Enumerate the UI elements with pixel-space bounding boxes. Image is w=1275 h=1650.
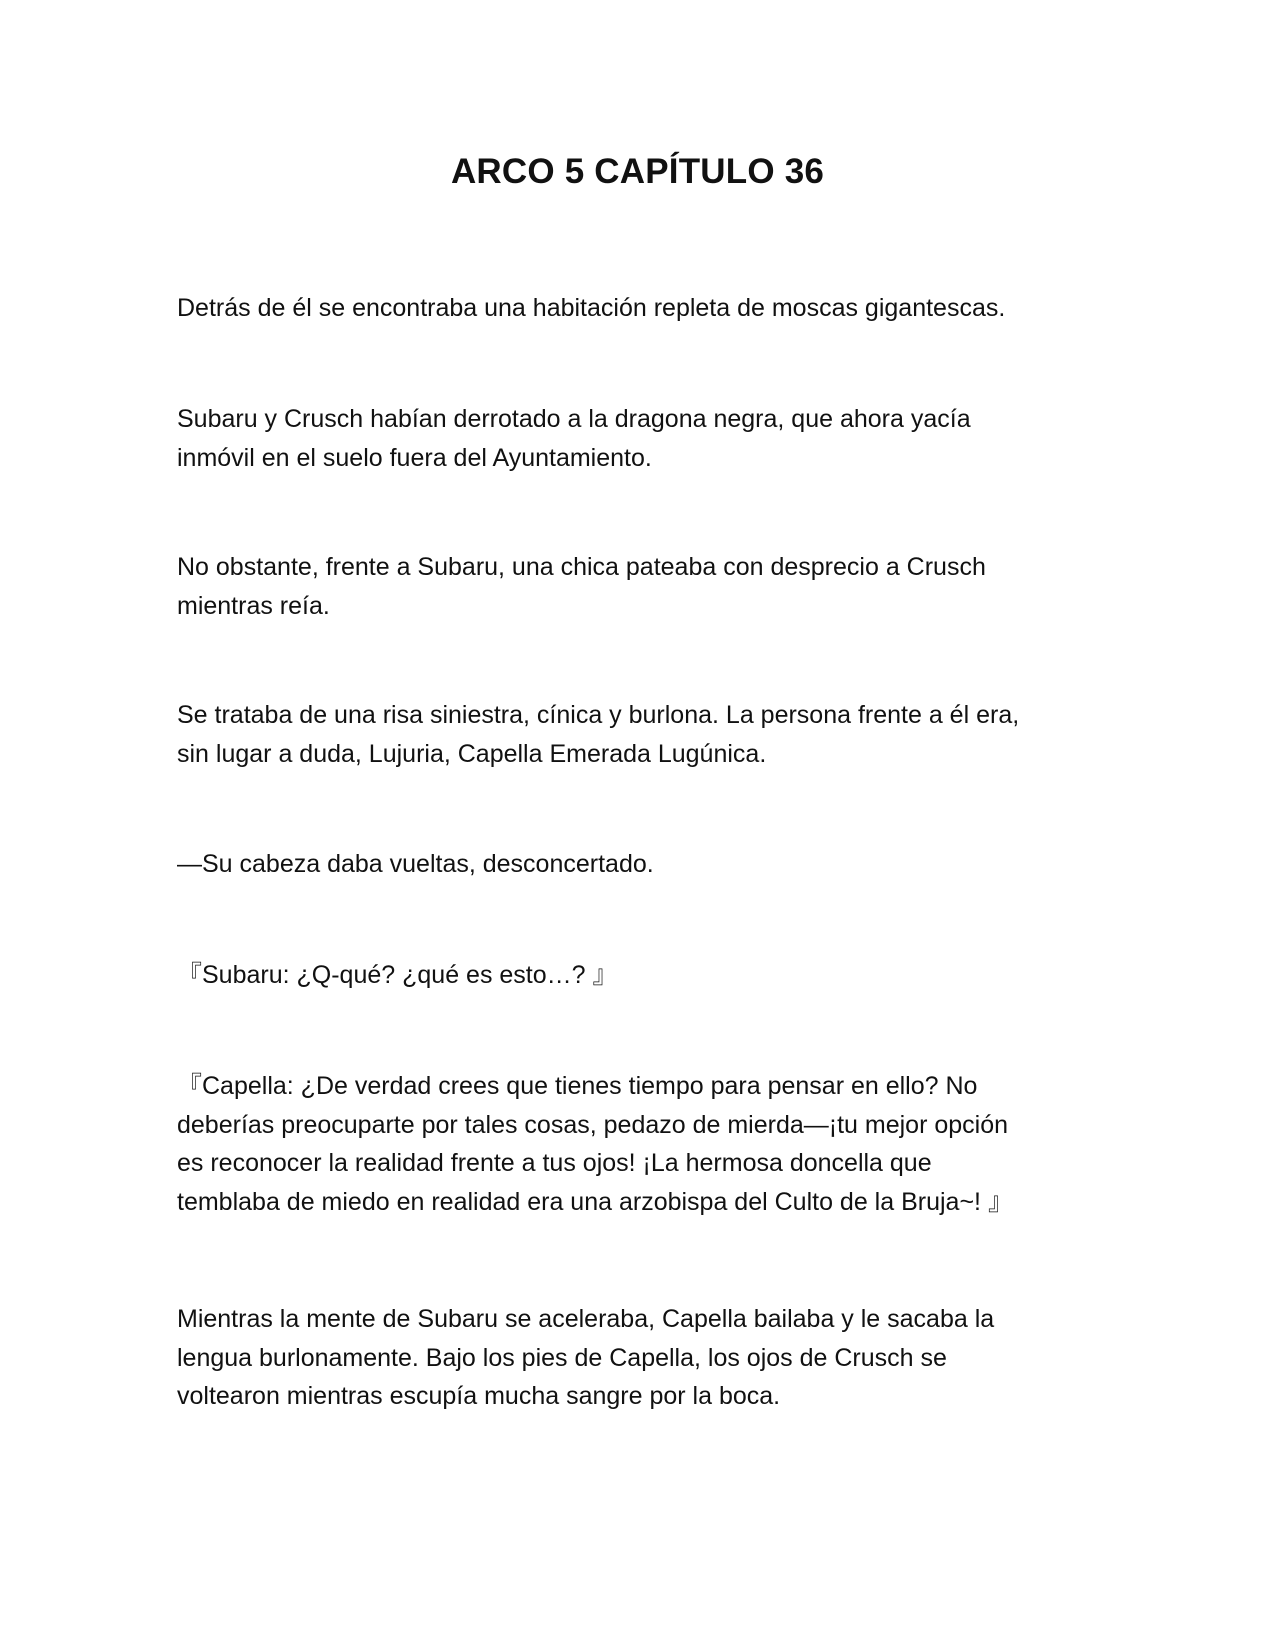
dialogue-capella: 『Capella: ¿De verdad crees que tienes tiempo para pensar en ello? No deberías preocuparte por tales cosas, pedazo de mierda—¡tu mejor opción es reconocer la realidad frente a tus ojos! ¡La hermosa doncella que temblaba de miedo en realidad era una arzobispa del Culto de la Bruja~! 』 — [177, 1072, 1013, 1216]
dialogue-subaru: 『Subaru: ¿Q-qué? ¿qué es esto…? 』 — [177, 961, 618, 989]
paragraph-3: No obstante, frente a Subaru, una chica pateaba con desprecio a Crusch mientras reía. — [177, 553, 986, 620]
paragraph-2: Subaru y Crusch habían derrotado a la dragona negra, que ahora yacía inmóvil en el suelo fuera del Ayuntamiento. — [177, 405, 971, 472]
paragraph-1: Detrás de él se encontraba una habitación repleta de moscas gigantescas. — [177, 294, 1006, 322]
paragraph-4: Se trataba de una risa siniestra, cínica y burlona. La persona frente a él era, sin lugar a duda, Lujuria, Capella Emerada Lugúnica. — [177, 701, 1020, 768]
paragraph-8: Mientras la mente de Subaru se aceleraba, Capella bailaba y le sacaba la lengua burlonamente. Bajo los pies de Capella, los ojos de Crusch se voltearon mientras escupía mucha sangre por la boca. — [177, 1305, 995, 1410]
chapter-title: ARCO 5 CAPÍTULO 36 — [450, 152, 825, 191]
paragraph-5: —Su cabeza daba vueltas, desconcertado. — [177, 850, 654, 878]
